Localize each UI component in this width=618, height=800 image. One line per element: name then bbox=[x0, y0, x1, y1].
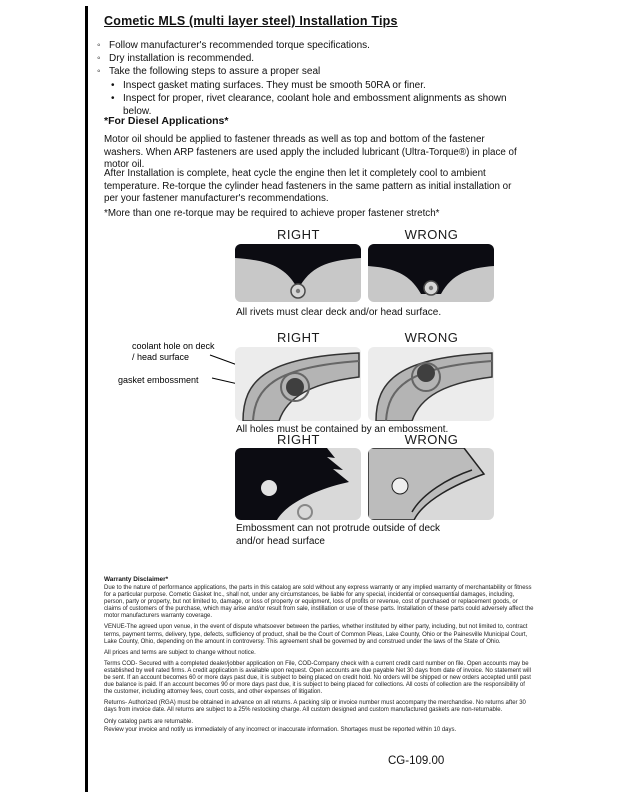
warranty-disclaimer-heading: Warranty Disclaimer* bbox=[104, 576, 169, 583]
rivets-caption: All rivets must clear deck and/or head surface. bbox=[236, 307, 442, 318]
circle-bullet-icon bbox=[97, 65, 109, 78]
embossment-inside-deck-illustration bbox=[235, 448, 361, 520]
page-title: Cometic MLS (multi layer steel) Installation Tips bbox=[104, 14, 398, 28]
embossment-right-diagram bbox=[235, 448, 361, 520]
list-item-text: Follow manufacturer's recommended torque specifications. bbox=[109, 40, 370, 51]
diesel-paragraph-2: After Installation is complete, heat cycle the engine then let it completely cool to ambient temperature. Re-torque the cylinder head fasteners in the same pattern as initial installation or per your fastener manufacturer's recommendations. bbox=[104, 168, 512, 205]
list-item bbox=[111, 79, 537, 92]
hole-outside-embossment-illustration bbox=[368, 347, 494, 421]
rivet-overlap-illustration bbox=[368, 244, 494, 302]
diesel-applications-heading: *For Diesel Applications* bbox=[104, 115, 229, 127]
circle-bullet-icon bbox=[97, 52, 109, 65]
list-item bbox=[97, 52, 537, 65]
holes-caption: All holes must be contained by an embossment. bbox=[236, 424, 449, 435]
circle-bullet-icon bbox=[97, 39, 109, 52]
wrong-label: WRONG bbox=[404, 330, 459, 345]
list-item-text: Inspect gasket mating surfaces. They must be smooth 50RA or finer. bbox=[123, 79, 426, 91]
gasket-embossment-callout: gasket embossment bbox=[118, 375, 199, 385]
wrong-label: WRONG bbox=[404, 432, 459, 447]
rivet-right-diagram bbox=[235, 244, 361, 302]
catalog-page-code: CG-109.00 bbox=[388, 755, 445, 767]
embossment-protruding-illustration bbox=[368, 448, 494, 520]
diesel-paragraph-1: Motor oil should be applied to fastener threads as well as top and bottom of the fastener washers. When ARP fasteners are used apply the included lubricant (Ultra-Torque®) in place of motor oil. bbox=[104, 134, 517, 171]
legal-paragraph: Due to the nature of performance applications, the parts in this catalog are sold without any express warranty or any implied warranty of merchantability or fitness for a particular purpose. Cometic Gasket Inc., shall not, under any circumstances, be liable for any special, incidental or consequential damages, including, person, party or property, but not limited to, damage, or loss of property or equipment, loss of profits or revenue, cost of purchased or replacement goods, or claims of customers of the purchase, which may arise and/or result from sale, instillation or use of these parts. Installation of these parts could adversely affect the motor manufacturers warranty coverage. bbox=[104, 585, 534, 620]
wrong-label: WRONG bbox=[404, 227, 459, 242]
holes-right-diagram bbox=[235, 347, 361, 421]
holes-wrong-diagram bbox=[368, 347, 494, 421]
rivet-clear-illustration bbox=[235, 244, 361, 302]
legal-paragraph: Terms COD- Secured with a completed dealer/jobber application on File, COD-Company check with a current credit card number on file. Open accounts may be established by well rated firms. A credit application is available upon request. Open accounts are due payable Net 30 days from date of invoice. No statement will be sent. If an account becomes 60 or more days past due, it is subject to being placed on credit hold. No orders will be shipped or new orders accepted until past due balance is paid. If an account becomes 90 or more days past due, it is subject to being placed for collections. All costs of collection are the responsibility of the customer, including attorney fees, court costs, and other expenses of litigation. bbox=[104, 660, 531, 696]
coolant-hole-callout: coolant hole on deck / head surface bbox=[132, 341, 215, 362]
list-item-text: Dry installation is recommended. bbox=[109, 53, 255, 65]
left-border-rule bbox=[85, 6, 88, 792]
dot-bullet-icon bbox=[111, 79, 123, 92]
retorque-note: *More than one re-torque may be required to achieve proper fastener stretch* bbox=[104, 208, 440, 219]
list-item bbox=[97, 65, 537, 78]
legal-text-block bbox=[104, 585, 534, 738]
tips-list bbox=[97, 39, 537, 118]
right-label: RIGHT bbox=[277, 432, 320, 447]
list-item-text: Take the following steps to assure a proper seal bbox=[109, 66, 321, 78]
legal-paragraph: Returns- Authorized (RGA) must be obtained in advance on all returns. A packing slip or invoice number must accompany the merchandise. No returns after 30 days from invoice date. All returns are subject to a 25% restocking charge. All custom designed and custom manufactured gaskets are non-returnable. bbox=[104, 700, 526, 714]
legal-paragraph: All prices and terms are subject to change without notice. bbox=[104, 649, 256, 656]
legal-paragraph: VENUE-The agreed upon venue, in the event of dispute whatsoever between the parties, whether instituted by either party, including, but not limited to, contract terms, payment terms, delivery, type, defects, sufficiency of product, shall be the Court of Common Pleas, Lake County, Ohio or the Painesville Municipal Court, Lake County, Ohio, depending on the amount in controversy. This agreement shall be governed by and construed under the laws of the State of Ohio. bbox=[104, 624, 528, 645]
hole-inside-embossment-illustration bbox=[235, 347, 361, 421]
legal-paragraph: Review your invoice and notify us immediately of any incorrect or inaccurate information. Shortages must be reported within 10 days. bbox=[104, 726, 457, 733]
rivet-wrong-diagram bbox=[368, 244, 494, 302]
embossment-wrong-diagram bbox=[368, 448, 494, 520]
right-label: RIGHT bbox=[277, 330, 320, 345]
legal-paragraph: Only catalog parts are returnable. bbox=[104, 718, 194, 725]
embossment-caption: Embossment can not protrude outside of deck and/or head surface bbox=[236, 523, 441, 547]
list-item bbox=[97, 39, 537, 52]
list-item-text: Inspect for proper, rivet clearance, coolant hole and embossment alignments as shown below. bbox=[123, 92, 507, 118]
right-label: RIGHT bbox=[277, 227, 320, 242]
